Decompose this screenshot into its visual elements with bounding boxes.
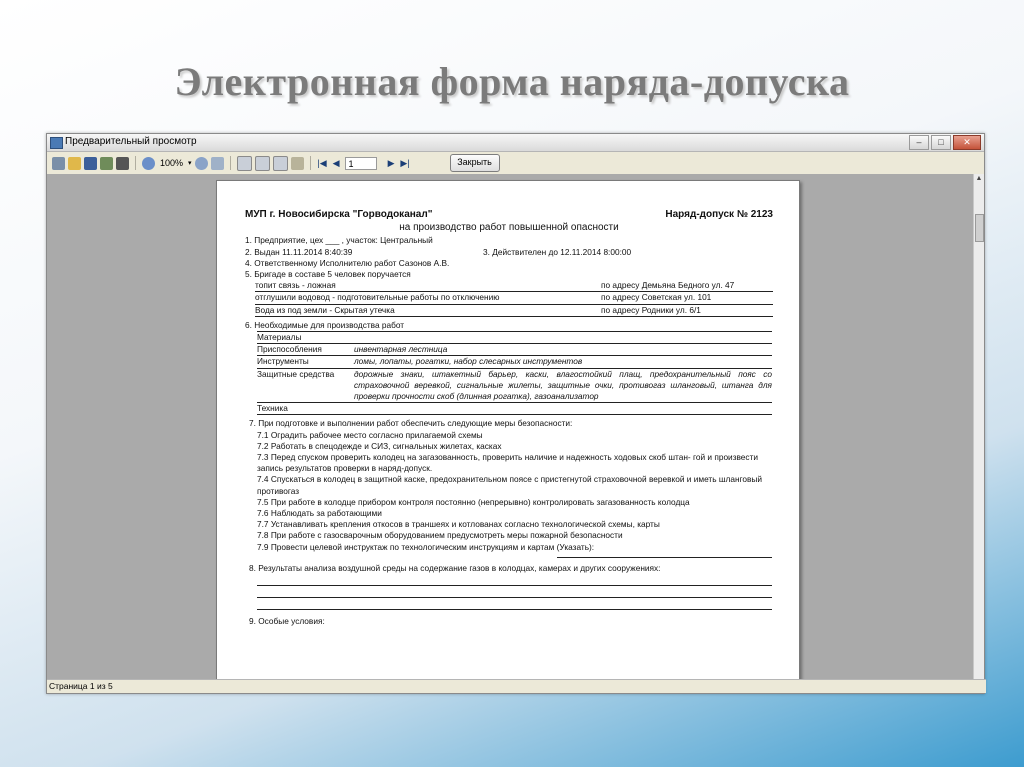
open-icon[interactable] <box>68 157 81 170</box>
maximize-button[interactable]: □ <box>931 135 951 150</box>
chevron-down-icon[interactable]: ▾ <box>188 160 192 167</box>
close-button[interactable]: Закрыть <box>450 154 500 172</box>
scroll-thumb[interactable] <box>975 214 984 242</box>
permit-subtitle: на производство работ повышенной опасности <box>399 222 619 234</box>
material-key: Приспособления <box>257 344 322 355</box>
item-8: 8. Результаты анализа воздушной среды на содержание газов в колодцах, камерах и других сооружениях: <box>249 562 661 573</box>
item-6: 6. Необходимые для производства работ <box>245 319 405 330</box>
export-icon[interactable] <box>100 157 113 170</box>
document-page <box>216 180 800 679</box>
print-icon[interactable] <box>52 157 65 170</box>
table-row <box>255 305 773 317</box>
item-5: 5. Бригаде в составе 5 человек поручается <box>245 269 411 280</box>
blank-line <box>257 574 772 586</box>
two-pages-icon[interactable] <box>255 156 270 171</box>
list-item: 7.2 Работать в спецодежде и СИЗ, сигнальных жилетах, касках <box>257 440 502 451</box>
preview-area[interactable] <box>47 174 974 679</box>
first-page-icon[interactable]: |◀ <box>317 157 327 168</box>
task-cell: топит связь - ложная <box>255 280 336 291</box>
table-row <box>257 369 772 404</box>
table-row <box>257 356 772 368</box>
item-4: 4. Ответственному Исполнителю работ Сазонов А.В. <box>245 257 450 268</box>
list-item: 7.4 Спускаться в колодец в защитной каске, предохранительном поясе с пристегнутой страховочной веревкой и иметь шланговый противогаз <box>257 474 762 496</box>
vertical-scrollbar[interactable] <box>973 174 984 679</box>
full-page-icon[interactable] <box>211 157 224 170</box>
material-value: дорожные знаки, штакетный барьер, каски, влагостойкий плащ, предохранительный пояс со страховочной веревкой, сигнальные жилеты, защитные очки, противогаз шланговый, штанга для проверки прочности скоб (длинная рогатка), газоанализатор <box>354 368 772 402</box>
blank-line <box>257 586 772 598</box>
page-setup-icon[interactable] <box>237 156 252 171</box>
list-item: 7.7 Устанавливать крепления откосов в траншеях и котлованах согласно технологической схемы, карты <box>257 519 660 530</box>
list-item: 7.6 Наблюдать за работающими <box>257 508 382 519</box>
item-2: 2. Выдан 11.11.2014 8:40:39 <box>245 246 353 257</box>
next-page-icon[interactable]: ▶ <box>387 157 395 168</box>
material-value <box>354 403 772 414</box>
blank-line <box>557 553 772 558</box>
address-cell: по адресу Советская ул. 101 <box>601 292 712 303</box>
safety-measures <box>257 430 772 558</box>
item-3: 3. Действителен до 12.11.2014 8:00:00 <box>483 246 632 257</box>
list-item: 7.5 При работе в колодце прибором контроля постоянно (непрерывно) контролировать загазованность колодца <box>257 496 690 507</box>
material-key: Защитные средства <box>257 368 335 379</box>
item-1: 1. Предприятие, цех ___ , участок: Центральный <box>245 235 433 246</box>
close-window-button[interactable]: ✕ <box>953 135 981 150</box>
toolbar <box>47 152 984 175</box>
list-item: 7.1 Оградить рабочее место согласно прилагаемой схемы <box>257 429 483 440</box>
table-row <box>257 344 772 356</box>
table-row <box>255 280 773 292</box>
permit-number: Наряд-допуск № 2123 <box>665 209 773 220</box>
title-bar <box>47 134 984 152</box>
window-title: Предварительный просмотр <box>65 136 197 147</box>
prev-page-icon[interactable]: ◀ <box>332 157 340 168</box>
material-key: Материалы <box>257 332 302 343</box>
zoom-out-icon[interactable] <box>195 157 208 170</box>
app-icon <box>50 137 63 149</box>
material-value: ломы, лопаты, рогатки, набор слесарных инструментов <box>354 356 583 367</box>
list-item: 7.3 Перед спуском проверить колодец на загазованность, проверить наличие и надежность ходовых скоб штан- гой и произвести запись результатов проверки в наряд-допуск. <box>257 452 759 474</box>
page-number-input[interactable]: 1 <box>345 157 377 170</box>
table-row <box>257 403 772 415</box>
material-key: Техника <box>257 403 288 414</box>
address-cell: по адресу Демьяна Бедного ул. 47 <box>601 280 735 291</box>
table-row <box>257 331 772 344</box>
task-cell: Вода из под земли - Скрытая утечка <box>255 304 395 315</box>
brigade-table <box>255 280 773 317</box>
scroll-up-icon[interactable]: ▲ <box>975 175 983 182</box>
material-key: Инструменты <box>257 356 309 367</box>
address-cell: по адресу Родники ул. 6/1 <box>601 304 701 315</box>
blank-line <box>257 598 772 610</box>
item-9: 9. Особые условия: <box>249 616 325 627</box>
print-preview-window <box>46 133 985 694</box>
zoom-icon[interactable] <box>142 157 155 170</box>
list-item: 7.8 При работе с газосварочным оборудованием предусмотреть меры пожарной безопасности <box>257 530 623 541</box>
page-status: Страница 1 из 5 <box>49 681 113 691</box>
status-bar <box>47 679 986 693</box>
multi-page-icon[interactable] <box>273 156 288 171</box>
item-7: 7. При подготовке и выполнении работ обеспечить следующие меры безопасности: <box>249 418 573 429</box>
list-item: 7.9 Провести целевой инструктаж по технологическим инструкциям и картам (Указать): <box>257 541 595 552</box>
material-value <box>354 332 772 343</box>
last-page-icon[interactable]: ▶| <box>400 157 410 168</box>
table-row <box>255 292 773 304</box>
organization-name: МУП г. Новосибирска "Горводоканал" <box>245 209 433 220</box>
save-icon[interactable] <box>84 157 97 170</box>
edit-icon[interactable] <box>291 157 304 170</box>
minimize-button[interactable]: – <box>909 135 929 150</box>
task-cell: отглушили водовод - подготовительные работы по отключению <box>255 292 500 303</box>
zoom-select[interactable]: 100% <box>160 158 184 168</box>
slide-title: Электронная форма наряда-допуска <box>174 59 850 104</box>
material-value: инвентарная лестница <box>354 344 448 355</box>
work-permit-form <box>245 209 773 627</box>
find-icon[interactable] <box>116 157 129 170</box>
materials-table <box>257 331 772 415</box>
